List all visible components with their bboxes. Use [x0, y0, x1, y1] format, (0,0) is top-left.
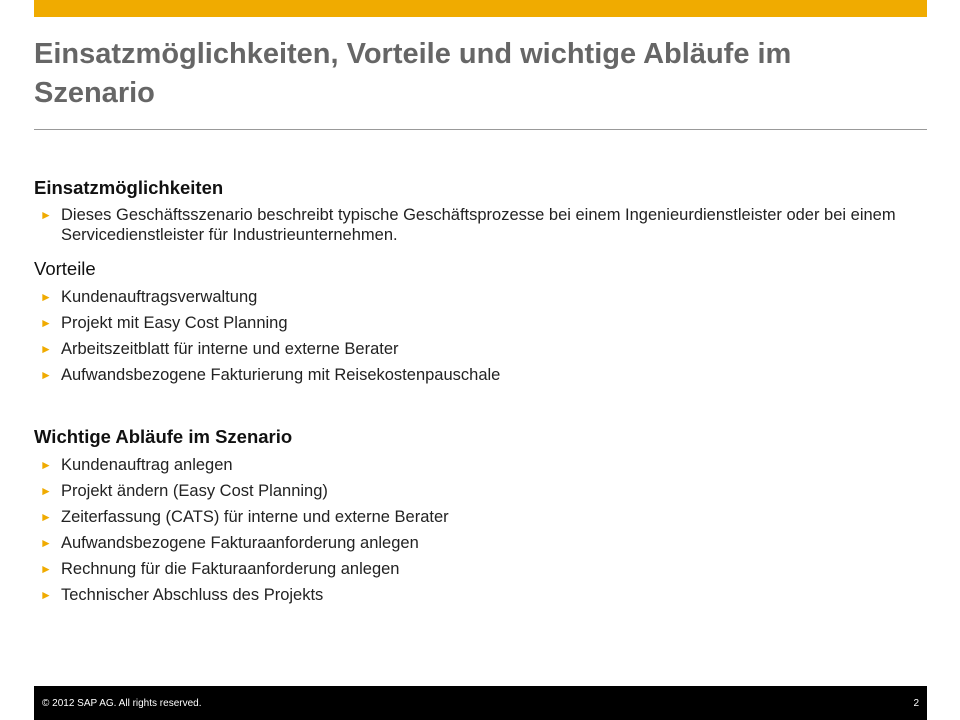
triangle-bullet-icon: ► — [40, 562, 52, 576]
list-item-text: Aufwandsbezogene Fakturierung mit Reisekostenpauschale — [61, 366, 501, 384]
bullet-list — [34, 452, 924, 608]
list-item — [34, 582, 924, 608]
section-einsatzmoeglichkeiten — [34, 176, 924, 245]
list-item — [34, 310, 924, 336]
list-item-text: Kundenauftrag anlegen — [61, 456, 233, 474]
list-item — [34, 452, 924, 478]
slide-title: Einsatzmöglichkeiten, Vorteile und wichtige Abläufe im Szenario — [34, 38, 792, 109]
bullet-list — [34, 284, 924, 388]
slide-content — [34, 176, 924, 608]
triangle-bullet-icon: ► — [40, 342, 52, 356]
list-item — [34, 478, 924, 504]
list-item-text: Projekt ändern (Easy Cost Planning) — [61, 482, 328, 500]
triangle-bullet-icon: ► — [40, 368, 52, 382]
list-item — [34, 336, 924, 362]
copyright-text: © 2012 SAP AG. All rights reserved. — [42, 698, 202, 709]
triangle-bullet-icon: ► — [40, 588, 52, 602]
list-item-text: Zeiterfassung (CATS) für interne und externe Berater — [61, 508, 449, 526]
section-wichtige-ablaeufe — [34, 425, 924, 608]
list-item — [34, 530, 924, 556]
list-item-text: Technischer Abschluss des Projekts — [61, 586, 324, 604]
section-heading: Einsatzmöglichkeiten — [34, 177, 224, 198]
triangle-bullet-icon: ► — [40, 458, 52, 472]
title-divider — [34, 129, 927, 130]
triangle-bullet-icon: ► — [40, 510, 52, 524]
triangle-bullet-icon: ► — [40, 290, 52, 304]
section-heading: Wichtige Abläufe im Szenario — [34, 426, 293, 447]
list-item-text: Projekt mit Easy Cost Planning — [61, 314, 288, 332]
page-number: 2 — [913, 698, 919, 709]
list-item-text: Rechnung für die Fakturaanforderung anlegen — [61, 560, 400, 578]
list-item-text: Kundenauftragsverwaltung — [61, 288, 258, 306]
list-item-text: Dieses Geschäftsszenario beschreibt typische Geschäftsprozesse bei einem Ingenieurdienstleister oder bei einem Servicedienstleister für Industrieunternehmen. — [61, 206, 896, 244]
slide-footer — [34, 686, 927, 720]
list-item-text: Aufwandsbezogene Fakturaanforderung anlegen — [61, 534, 419, 552]
triangle-bullet-icon: ► — [40, 536, 52, 550]
triangle-bullet-icon: ► — [40, 316, 52, 330]
triangle-bullet-icon: ► — [40, 208, 52, 222]
list-item — [34, 284, 924, 310]
top-accent-bar — [34, 0, 927, 17]
section-vorteile — [34, 257, 924, 388]
list-item — [34, 556, 924, 582]
triangle-bullet-icon: ► — [40, 484, 52, 498]
list-item — [34, 362, 924, 388]
list-item — [34, 203, 924, 245]
list-item — [34, 504, 924, 530]
list-item-text: Arbeitszeitblatt für interne und externe Berater — [61, 340, 399, 358]
bullet-list — [34, 203, 924, 245]
section-heading: Vorteile — [34, 258, 96, 279]
